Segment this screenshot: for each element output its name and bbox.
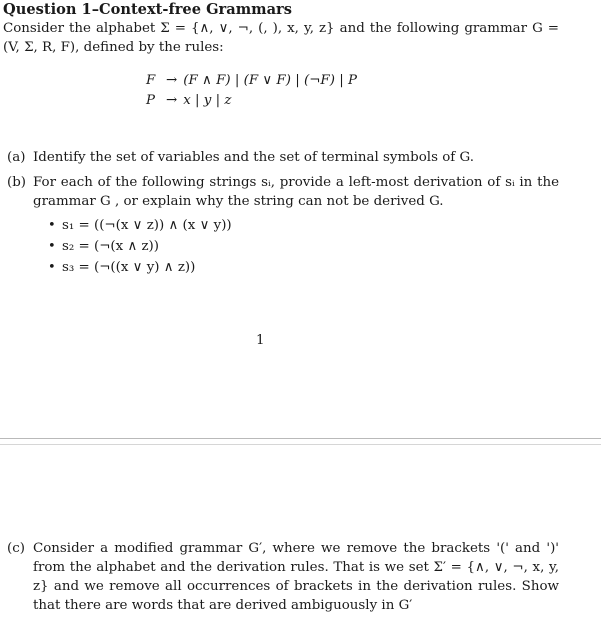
rule-rhs: (F ∧ F) | (F ∨ F) | (¬F) | P [183,73,357,88]
page-number: 1 [256,333,265,348]
rule-arrow: → [166,73,178,88]
part-a [7,148,559,167]
grammar-rule [146,71,357,91]
list-item [48,215,232,236]
bullet-icon: • [48,218,56,233]
part-label: (c) [7,541,25,556]
rule-lhs: P [146,93,156,108]
part-c [7,539,559,615]
grammar-rule [146,91,357,111]
bullet-icon: • [48,260,56,275]
part-label: (b) [7,175,27,190]
list-item [48,257,232,278]
page-divider [0,444,601,445]
rule-arrow: → [166,93,178,108]
part-text: Consider a modified grammar G′, where we remove the brackets '(' and ')' from the alphabet and the derivation rules. That is we set Σ′ = {∧, ∨, ¬, x, y, z} and we remove all occurrences of brackets in the derivation rules. Show that there are words that are derived ambiguously in G′ [33,541,559,613]
grammar-rules [146,71,357,111]
string-text: s₃ = (¬((x ∨ y) ∧ z)) [62,260,196,275]
part-b [7,173,559,211]
question-title: Question 1–Context-free Grammars [3,1,292,18]
part-text: For each of the following strings sᵢ, provide a left-most derivation of sᵢ in the grammar G , or explain why the string can not be derived G. [33,175,559,209]
string-list [48,215,232,278]
part-text: Identify the set of variables and the set of terminal symbols of G. [33,150,474,165]
page-divider [0,438,601,439]
string-text: s₂ = (¬(x ∧ z)) [62,239,160,254]
rule-rhs: x | y | z [183,93,232,108]
rule-lhs: F [146,73,156,88]
string-text: s₁ = ((¬(x ∨ z)) ∧ (x ∨ y)) [62,218,232,233]
question-intro: Consider the alphabet Σ = {∧, ∨, ¬, (, ), x, y, z} and the following grammar G = (V, Σ, R, F), defined by the rules: [3,21,559,55]
list-item [48,236,232,257]
part-label: (a) [7,150,26,165]
bullet-icon: • [48,239,56,254]
